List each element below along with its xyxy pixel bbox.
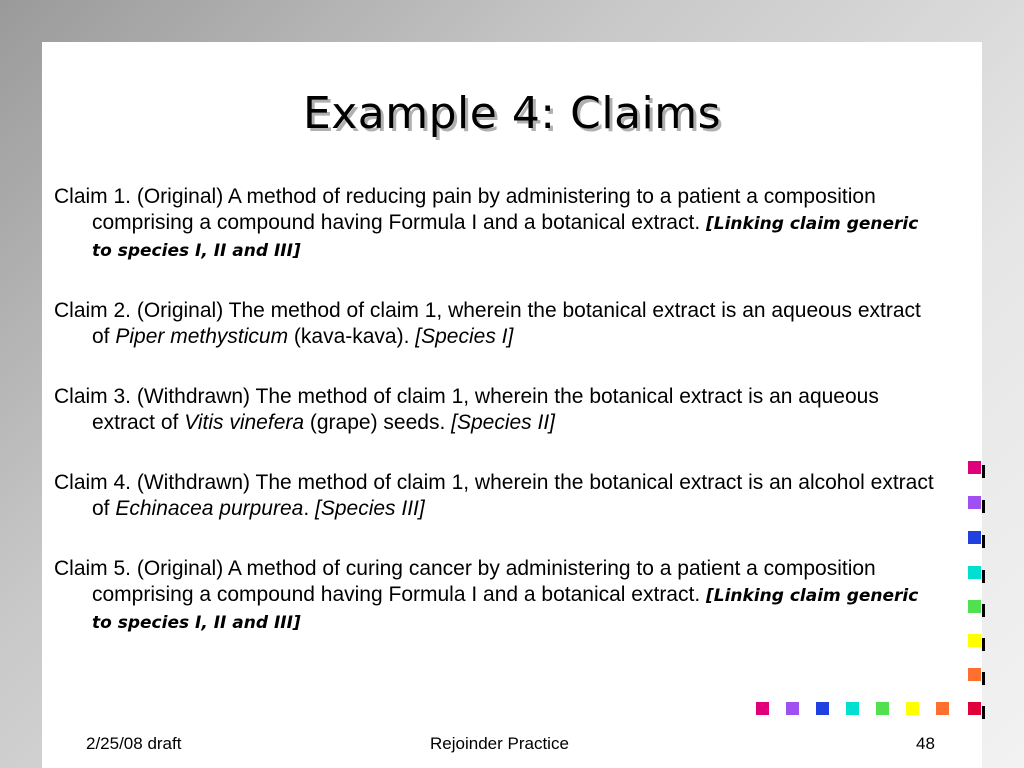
decor-square <box>968 668 981 681</box>
claim-2-text-after: (kava-kava). <box>288 325 416 348</box>
claim-3 <box>54 384 934 436</box>
footer-date: 2/25/08 draft <box>86 734 182 753</box>
claim-5 <box>54 556 934 636</box>
claim-3-note: [Species II] <box>451 411 556 434</box>
decor-square <box>936 702 949 715</box>
slide-title: Example 4: Claims <box>302 88 722 139</box>
claim-4-species-name: Echinacea purpurea <box>115 497 304 520</box>
decor-square <box>968 531 981 544</box>
page-number: 48 <box>916 734 935 753</box>
decor-square <box>968 702 981 715</box>
decor-square <box>968 566 981 579</box>
claim-1-text: Claim 1. (Original) A method of reducing pain by administering to a patient a composition comprising a compound having Formula I and a botanical extract. <box>54 185 876 234</box>
decor-square <box>876 702 889 715</box>
claim-1-note: [Linking claim generic to species I, II and III] <box>92 214 919 261</box>
decor-square <box>906 702 919 715</box>
decor-square <box>968 634 981 647</box>
decor-square <box>846 702 859 715</box>
decor-square <box>756 702 769 715</box>
claims-list <box>54 184 934 670</box>
claim-2-species-name: Piper methysticum <box>115 325 289 348</box>
claim-4-text: Claim 4. (Withdrawn) The method of claim 1, wherein the botanical extract is an alcohol extract of <box>54 471 934 520</box>
decor-square <box>968 461 981 474</box>
claim-5-text: Claim 5. (Original) A method of curing cancer by administering to a patient a composition comprising a compound having Formula I and a botanical extract. <box>54 557 876 606</box>
decor-square <box>786 702 799 715</box>
claim-5-note: [Linking claim generic to species I, II and III] <box>92 586 919 633</box>
claim-3-species-name: Vitis vinefera <box>184 411 305 434</box>
claim-2-text: Claim 2. (Original) The method of claim 1, wherein the botanical extract is an aqueous extract of <box>54 299 921 348</box>
claim-4-text-after: . <box>303 497 315 520</box>
claim-2-note: [Species I] <box>415 325 514 348</box>
claim-3-text-after: (grape) seeds. <box>304 411 452 434</box>
claim-3-text: Claim 3. (Withdrawn) The method of claim 1, wherein the botanical extract is an aqueous extract of <box>54 385 879 434</box>
decor-square <box>968 496 981 509</box>
claim-4 <box>54 470 934 522</box>
footer-title: Rejoinder Practice <box>430 734 569 753</box>
claim-1 <box>54 184 934 264</box>
decor-square <box>968 600 981 613</box>
claim-4-note: [Species III] <box>315 497 425 520</box>
claim-2 <box>54 298 934 350</box>
decor-square <box>816 702 829 715</box>
